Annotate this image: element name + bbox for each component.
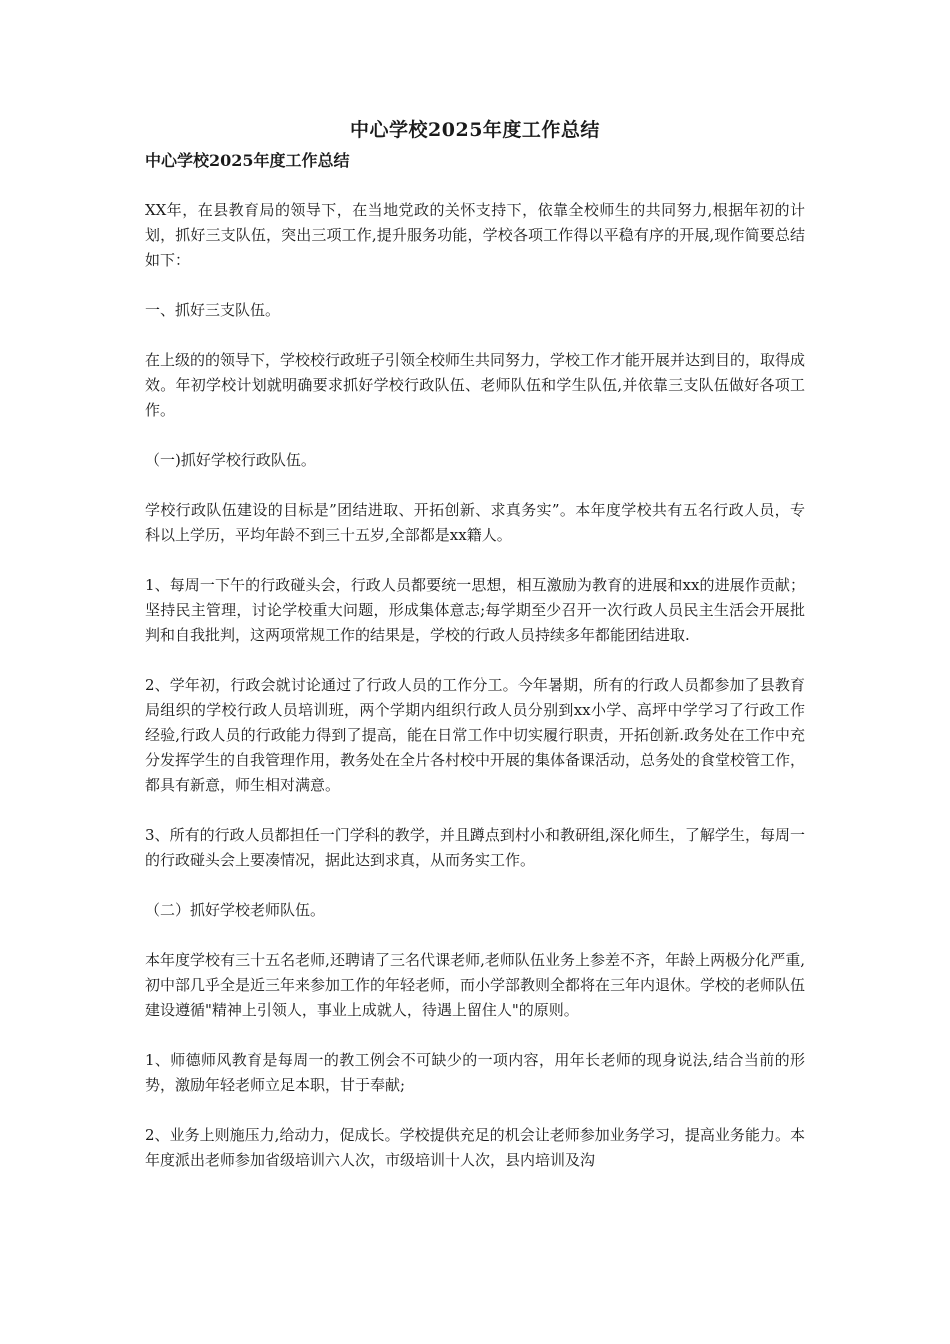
document-subtitle: 中心学校2025年度工作总结: [145, 151, 350, 170]
subsection-heading-2: （二）抓好学校老师队伍。: [145, 901, 326, 919]
paragraph: 2、学年初，行政会就讨论通过了行政人员的工作分工。今年暑期，所有的行政人员都参加了县教育局组织的学校行政人员培训班，两个学期内组织行政人员分别到xx小学、高坪中学学习了行政工作经验,行政人员的行政能力得到了提高，能在日常工作中切实履行职责，开拓创新.政务处在工作中充分发挥学生的自我管理作用，教务处在全片各村校中开展的集体备课活动，总务处的食堂校管工作，都具有新意，师生相对满意。: [145, 676, 806, 794]
document-title: 中心学校2025年度工作总结: [350, 119, 600, 141]
paragraph: 3、所有的行政人员都担任一门学科的教学，并且蹲点到村小和教研组,深化师生，了解学生，每周一的行政碰头会上要凑情况，据此达到求真，从而务实工作。: [145, 826, 805, 869]
subsection-heading-1: （一)抓好学校行政队伍。: [145, 451, 316, 469]
paragraph: 学校行政队伍建设的目标是”团结进取、开拓创新、求真务实”。本年度学校共有五名行政人员，专科以上学历，平均年龄不到三十五岁,全部都是xx籍人。: [145, 501, 805, 544]
paragraph: 1、每周一下午的行政碰头会，行政人员都要统一思想，相互激励为教育的进展和xx的进展作贡献；坚持民主管理，讨论学校重大问题，形成集体意志;每学期至少召开一次行政人员民主生活会开展批判和自我批判，这两项常规工作的结果是，学校的行政人员持续多年都能团结进取.: [145, 576, 805, 644]
paragraph: 1、师德师风教育是每周一的教工例会不可缺少的一项内容，用年长老师的现身说法,结合当前的形势，激励年轻老师立足本职，甘于奉献;: [145, 1051, 805, 1094]
paragraph-intro: XX年，在县教育局的领导下，在当地党政的关怀支持下，依靠全校师生的共同努力,根据年初的计划，抓好三支队伍，突出三项工作,提升服务功能，学校各项工作得以平稳有序的开展,现作简要总结如下：: [145, 201, 805, 269]
document-page: [145, 118, 805, 1198]
paragraph: 2、业务上则施压力,给动力，促成长。学校提供充足的机会让老师参加业务学习，提高业务能力。本年度派出老师参加省级培训六人次，市级培训十人次，县内培训及沟: [145, 1126, 805, 1169]
section-heading-1: 一、抓好三支队伍。: [145, 301, 281, 319]
paragraph: 在上级的的领导下，学校校行政班子引领全校师生共同努力，学校工作才能开展并达到目的，取得成效。年初学校计划就明确要求抓好学校行政队伍、老师队伍和学生队伍,并依靠三支队伍做好各项工作。: [145, 351, 806, 419]
paragraph: 本年度学校有三十五名老师,还聘请了三名代课老师,老师队伍业务上参差不齐，年龄上两极分化严重,初中部几乎全是近三年来参加工作的年轻老师，而小学部教则全都将在三年内退休。学校的老师队伍建设遵循"精神上引领人，事业上成就人，待遇上留住人"的原则。: [145, 951, 806, 1019]
